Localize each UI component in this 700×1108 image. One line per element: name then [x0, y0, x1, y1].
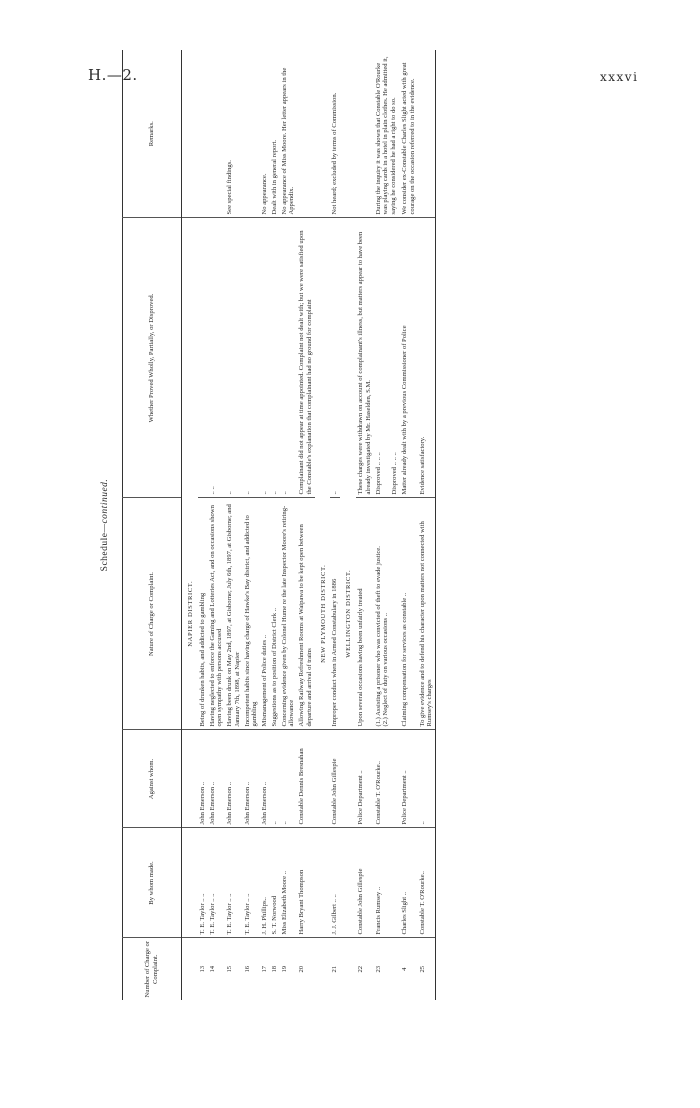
col-header-remarks: Remarks.: [123, 50, 182, 218]
proved-item-1: Disproved .. .. ..: [374, 452, 382, 495]
table-header-row: [123, 50, 182, 1000]
table-row: 22 Constable John Gillespie Police Department .. Upon several occasions having been unfairly treated These charges were withdrawn on account of complainant's illness, but matters appear to have been already investigated by Mr. Haselden, S.M.: [356, 50, 374, 1000]
table-row: 13 T. E. Taylor .. .. John Emerson .. Being of drunken habits, and addicted to gambling: [198, 50, 208, 1000]
district-row: [182, 50, 198, 1000]
district-heading-wellington: WELLINGTON DISTRICT.: [345, 569, 353, 658]
schedule-title-main: Schedule: [100, 532, 110, 572]
table-row: 4 Charles Slight .. Police Department .. Claiming compensation for services as constable .. Matter already dealt with by a previous Commissioner of Police We consider ex-Constable Charles Slight acted with great courage on the occasion referred to in the evidence.: [400, 50, 418, 1000]
district-row: [340, 50, 356, 1000]
schedule-title: [100, 50, 111, 1000]
table-row: 21 J. J. Gilbert .. .. Constable John Gillespie Improper conduct when in Armed Constabulary in 1886 .. Not heard; excluded by terms of Commission.: [330, 50, 340, 1000]
nature-item-1: (1.) Assisting a prisoner who was convicted of theft to evade justice.: [374, 546, 382, 727]
schedule-rotated-page: [100, 50, 610, 1000]
table-row: 23 Francis Rumsey .. Constable T. O'Rourke.. (1.) Assisting a prisoner who was convicted of theft to evade justice. (2.) Neglect of duty on various occasions .. Disproved .. .. .. Disproved .. .. .. During the inquiry it was shown that Constable O'Rourke was playing cards in a hotel in plain clothes. He admitted it, saying he considered he had a right to do so.: [374, 50, 401, 1000]
col-header-nature: Nature of Charge or Complaint.: [123, 498, 182, 730]
col-header-against-whom: Against whom.: [123, 730, 182, 828]
col-header-by-whom: By whom made.: [123, 828, 182, 938]
page-section-code: H.—2.: [88, 66, 138, 84]
nature-item-2: (2.) Neglect of duty on various occasions ..: [382, 612, 390, 727]
table-row: 17 J. H. Phillips.. John Emerson .. Mismanagement of Police duties .. .. No appearance.: [260, 50, 270, 1000]
table-row: 20 Harry Bryant Thompson Constable Dennis Bresnahan Allowing Railway Refreshment Rooms at Waipawa to be kept open between departure and arrival of trains Complainant did not appear at time appointed. Complaint not dealt with; but we were satisfied upon the Constable's explanation that complainant had no ground for complaint: [297, 50, 315, 1000]
district-heading-new-plymouth: NEW PLYMOUTH DISTRICT.: [319, 564, 327, 663]
page-number: xxxvi: [600, 70, 639, 84]
table-row: 14 T. E. Taylor .. .. John Emerson .. Having neglected to enforce the Gaming and Lotteries Act, and on occasions shown open sympathy with persons accused .. ..: [208, 50, 226, 1000]
table-row: 16 T. E. Taylor .. .. John Emerson .. Incompetent habits since having charge of Hawke's Bay district, and addicted to gambling ..: [243, 50, 261, 1000]
table-row: 19 Miss Elizabeth Moore .. .. Concerning evidence given by Colonel Hume re the late Inspector Moore's retiring-allowance .. No appearance of Miss Moore. Her letter appears in the Appendix.: [280, 50, 298, 1000]
table-row: 15 T. E. Taylor .. .. John Emerson .. Having been drunk on May 2nd, 1897, at Gisborne; July 6th, 1897, at Gisborne; and January 7th, 1898, at Napier .. See special findings.: [225, 50, 243, 1000]
schedule-title-continued: —continued.: [100, 478, 110, 533]
schedule-table: [122, 50, 436, 1000]
table-row: 18 S. T. Norwood .. Suggestions as to position of District Clerk .. .. Dealt with in general report.: [270, 50, 280, 1000]
col-header-number: Number of Charge or Complaint.: [123, 938, 182, 1000]
remarks-special-findings: See special findings.: [226, 160, 234, 215]
district-heading-napier: NAPIER DISTRICT.: [187, 580, 194, 647]
proved-item-2: Disproved .. .. ..: [391, 452, 399, 495]
col-header-proved: Whether Proved Wholly, Partially, or Disproved.: [123, 218, 182, 498]
district-row: [315, 50, 331, 1000]
table-row: 25 Constable T. O'Rourke.. .. To give evidence and to defend his character upon matters not connected with Rumsey's charges Evidence satisfactory.: [418, 50, 436, 1000]
